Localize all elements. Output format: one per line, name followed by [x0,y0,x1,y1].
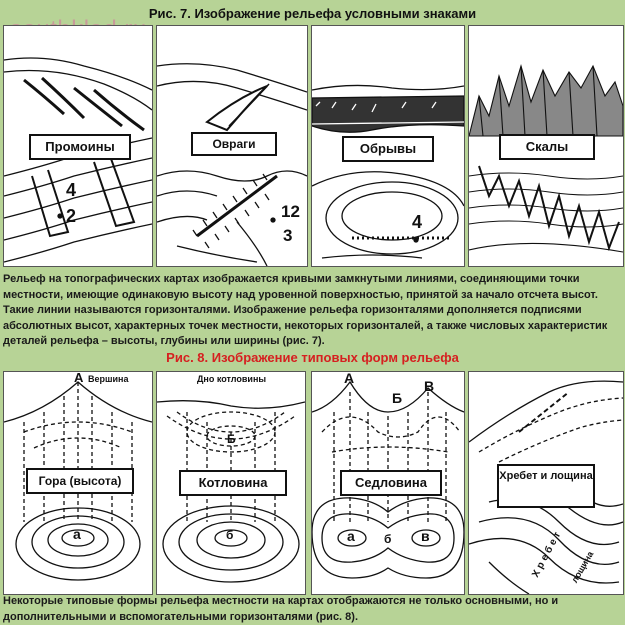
label-sedlovina: Седловина [340,470,442,496]
label-gora: Гора (высота) [26,468,134,494]
mark-4: 4 [66,180,77,200]
mark-kotlovina-B: Б [227,432,236,446]
sed-v: в [421,528,430,544]
peak-note: Вершина [88,374,129,384]
sed-A: А [344,371,355,386]
panel-kotlovina [156,371,306,595]
sed-a: а [347,528,355,544]
kotlovina-note: Дно котловины [197,374,267,384]
sed-B: Б [392,390,403,406]
label-ovragi: Овраги [191,132,277,156]
panel-obryvy [311,25,465,267]
paragraph-typical-forms: Некоторые типовые формы рельефа местности на картах отображаются не только основными, но и дополнительными и вспомогательными горизонталями (рис. 8). [3,595,559,623]
label-kotlovina: Котловина [179,470,287,496]
loshchina-text: лощина [569,549,596,585]
panel-gora [3,371,153,595]
panel-ovragi [156,25,308,267]
paragraph-relief: Рельеф на топографических картах изображается кривыми замкнутыми линиями, соединяющими точки местности, имеющие одинаковую высоту над уровенной поверхностью, принятой за начало отсчета высот. Такие линии называются горизонталями. Изображение рельефа горизонталями дополняется подписями абсолютных высот, характерных точек местности, некоторых горизонталей, а также числовых характеристик деталей рельефа – высоты, глубины или ширины (рис. 7). [3,273,608,347]
panel-promoiny [3,25,153,267]
panel-hrebet [468,371,624,595]
hrebet-text: Хребет [530,527,565,580]
fig8-caption: Рис. 8. Изображение типовых форм рельефа [166,350,459,365]
panel-skaly [468,25,624,267]
mark-12: 12 [281,202,300,221]
mark-obryv-4: 4 [412,212,423,232]
panel-sedlovina [311,371,465,595]
label-skaly: Скалы [499,134,595,160]
peak-A: А [74,371,84,385]
mark-gora-a: а [73,526,81,542]
fig7-caption: Рис. 7. Изображение рельефа условными знаками [148,6,477,21]
label-obryvy: Обрывы [342,136,434,162]
label-promoiny: Промоины [29,134,131,160]
mark-2: 2 [66,206,77,226]
mark-3: 3 [283,226,293,245]
sed-V: В [424,378,435,394]
label-hrebet: Хребет и лощина [497,464,595,508]
sed-b: б [384,532,392,546]
mark-kotlovina-b: б [226,528,234,542]
